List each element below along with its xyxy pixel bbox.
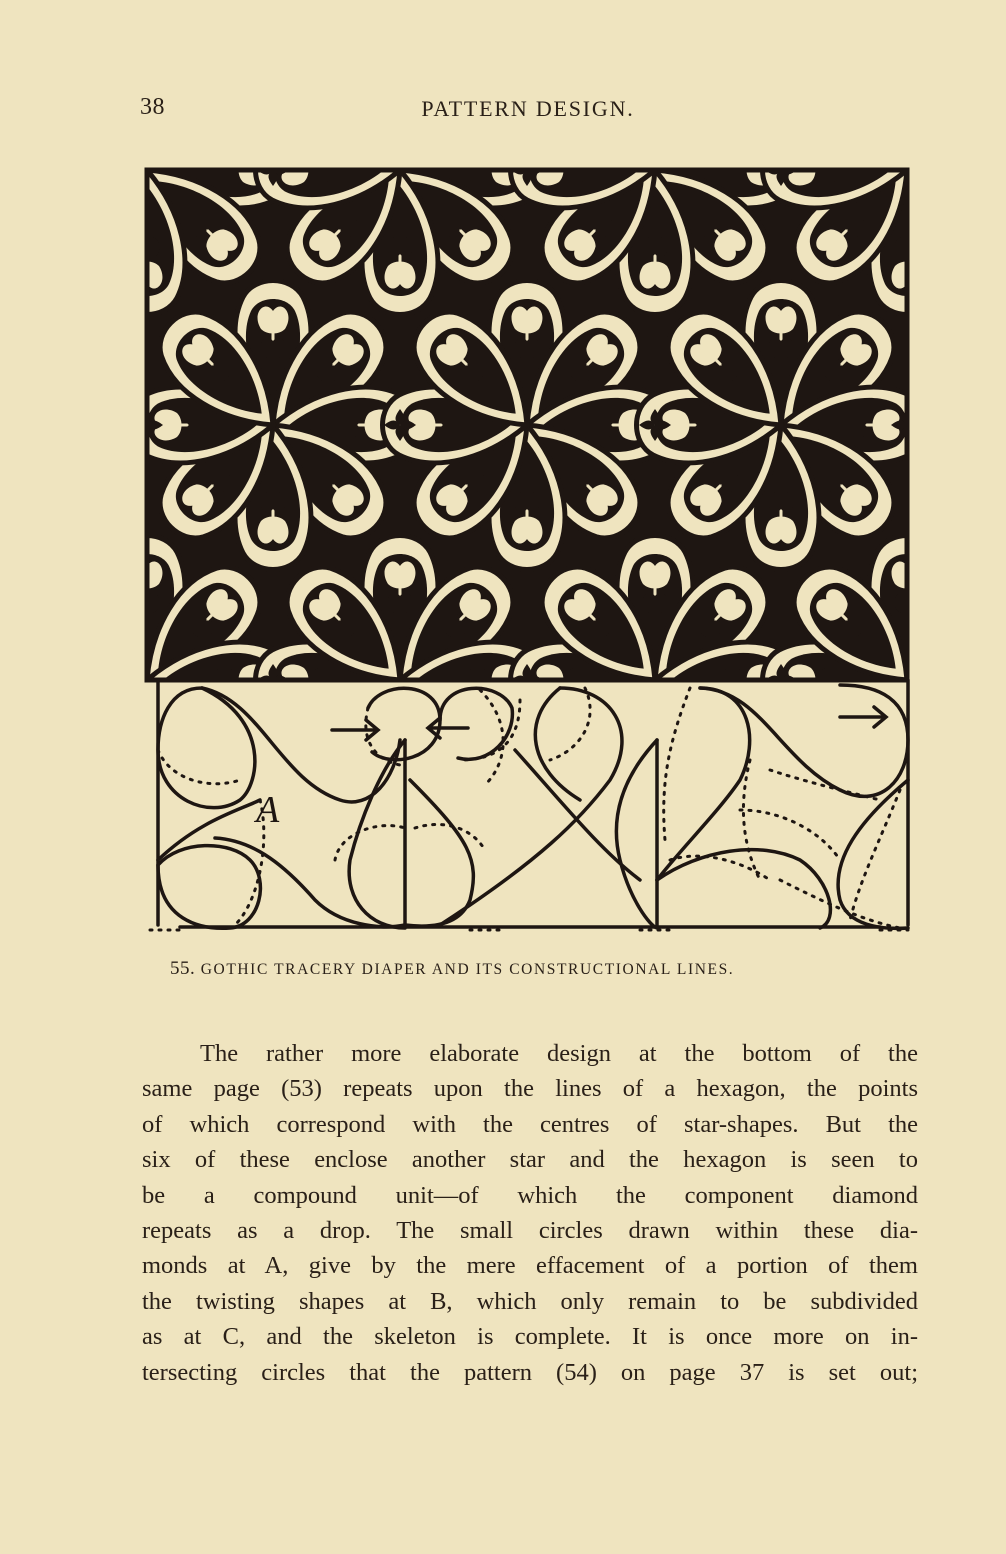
arrow-right-1 xyxy=(332,720,378,740)
arrow-right-2 xyxy=(840,707,886,727)
running-head: PATTERN DESIGN. xyxy=(421,96,635,121)
body-line: same page (53) repeats upon the lines of a hexagon, the points xyxy=(142,1075,918,1103)
figure-caption xyxy=(170,958,734,980)
figure-caption-text: GOTHIC TRACERY DIAPER AND ITS CONSTRUCTIONAL LINES. xyxy=(200,961,735,978)
body-line: the twisting shapes at B, which only remain to be subdivided xyxy=(142,1287,918,1315)
figure-55 xyxy=(140,160,920,945)
body-paragraph xyxy=(142,1036,918,1390)
body-line: of which correspond with the centres of star-shapes. But the xyxy=(142,1110,918,1138)
figure-number: 55. xyxy=(170,958,196,979)
body-line: monds at A, give by the mere effacement of a portion of them xyxy=(142,1252,918,1280)
arrow-left xyxy=(428,718,468,738)
body-line: repeats as a drop. The small circles drawn within these dia- xyxy=(142,1216,918,1244)
page-number: 38 xyxy=(140,94,165,120)
tracery-illustration xyxy=(140,160,920,945)
body-line: tersecting circles that the pattern (54) on page 37 is set out; xyxy=(142,1358,918,1386)
body-line: be a compound unit—of which the component diamond xyxy=(142,1181,918,1209)
body-line: six of these enclose another star and the hexagon is seen to xyxy=(142,1146,918,1174)
body-line: The rather more elaborate design at the bottom of the xyxy=(200,1040,918,1067)
label-a: A xyxy=(256,789,280,831)
body-line: as at C, and the skeleton is complete. It is once more on in- xyxy=(142,1323,918,1351)
